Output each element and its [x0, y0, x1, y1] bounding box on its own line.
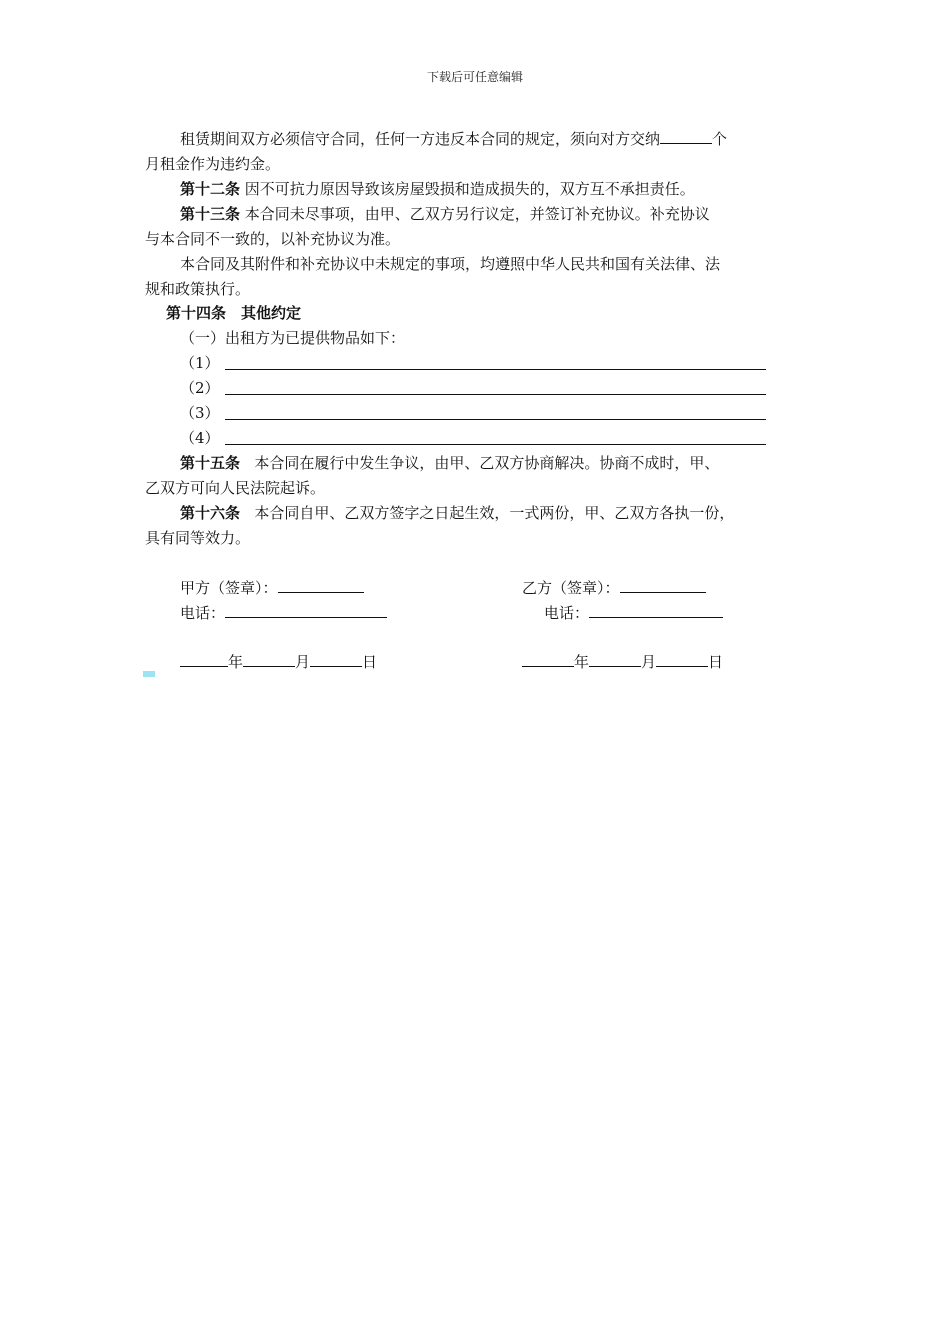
- party-a-signature: 甲方（签章）：: [180, 578, 364, 598]
- article-16-text: 本合同自甲、乙双方签字之日起生效，一式两份，甲、乙双方各执一份，: [254, 504, 735, 522]
- paragraph-penalty-line1: 租赁期间双方必须信守合同，任何一方违反本合同的规定，须向对方交纳 个: [180, 130, 728, 148]
- party-b-month-blank: [589, 652, 641, 667]
- party-a-year-blank: [180, 652, 228, 667]
- article-16-line2: 具有同等效力。: [145, 529, 251, 547]
- article-16-title: 第十六条: [180, 504, 241, 522]
- item-blank-1: [225, 369, 766, 370]
- party-b-phone-blank: [589, 603, 723, 618]
- party-b-signature-blank: [620, 578, 706, 593]
- item-blank-4: [225, 444, 766, 445]
- paragraph-law-line2: 规和政策执行。: [145, 280, 251, 298]
- article-16: [180, 503, 734, 523]
- article-15-title: 第十五条: [180, 454, 241, 472]
- party-b-date: 年 月 日: [522, 652, 723, 672]
- article-15-text: 本合同在履行中发生争议，由甲、乙双方协商解决。协商不成时，甲、: [254, 454, 720, 472]
- party-a-phone: 电话：: [180, 603, 387, 623]
- party-a-day-blank: [310, 652, 362, 667]
- page-header: 下载后可任意编辑: [426, 70, 523, 84]
- article-15: [180, 453, 719, 473]
- party-a-signature-blank: [278, 578, 364, 593]
- item-blank-2: [225, 394, 766, 395]
- penalty-months-blank: [660, 129, 712, 144]
- item-label-1: （1）: [180, 354, 220, 372]
- cursor-marker: [143, 671, 155, 677]
- party-a-phone-blank: [225, 603, 387, 618]
- article-14-title: 第十四条 其他约定: [166, 304, 302, 322]
- article-13-title: 第十三条: [180, 205, 241, 223]
- party-a-date: 年 月 日: [180, 652, 377, 672]
- party-b-day-blank: [656, 652, 708, 667]
- party-b-year-blank: [522, 652, 574, 667]
- article-12-text: 因不可抗力原因导致该房屋毁损和造成损失的，双方互不承担责任。: [244, 180, 695, 198]
- item-label-2: （2）: [180, 379, 220, 397]
- item-blank-3: [225, 419, 766, 420]
- article-15-line2: 乙双方可向人民法院起诉。: [145, 479, 326, 497]
- article-12: [180, 179, 695, 199]
- paragraph-law-line1: 本合同及其附件和补充协议中未规定的事项，均遵照中华人民共和国有关法律、法: [180, 255, 721, 273]
- party-b-signature: 乙方（签章）：: [522, 578, 706, 598]
- article-13-line2: 与本合同不一致的，以补充协议为准。: [145, 230, 401, 248]
- article-13: [180, 204, 710, 224]
- item-label-4: （4）: [180, 429, 220, 447]
- paragraph-penalty-line2: 月租金作为违约金。: [145, 155, 281, 173]
- item-label-3: （3）: [180, 404, 220, 422]
- party-a-month-blank: [243, 652, 295, 667]
- article-12-title: 第十二条: [180, 180, 241, 198]
- article-14-subtitle: （一）出租方为已提供物品如下：: [180, 329, 406, 347]
- party-b-phone: 电话：: [544, 603, 723, 623]
- article-13-text: 本合同未尽事项，由甲、乙双方另行议定，并签订补充协议。补充协议: [244, 205, 710, 223]
